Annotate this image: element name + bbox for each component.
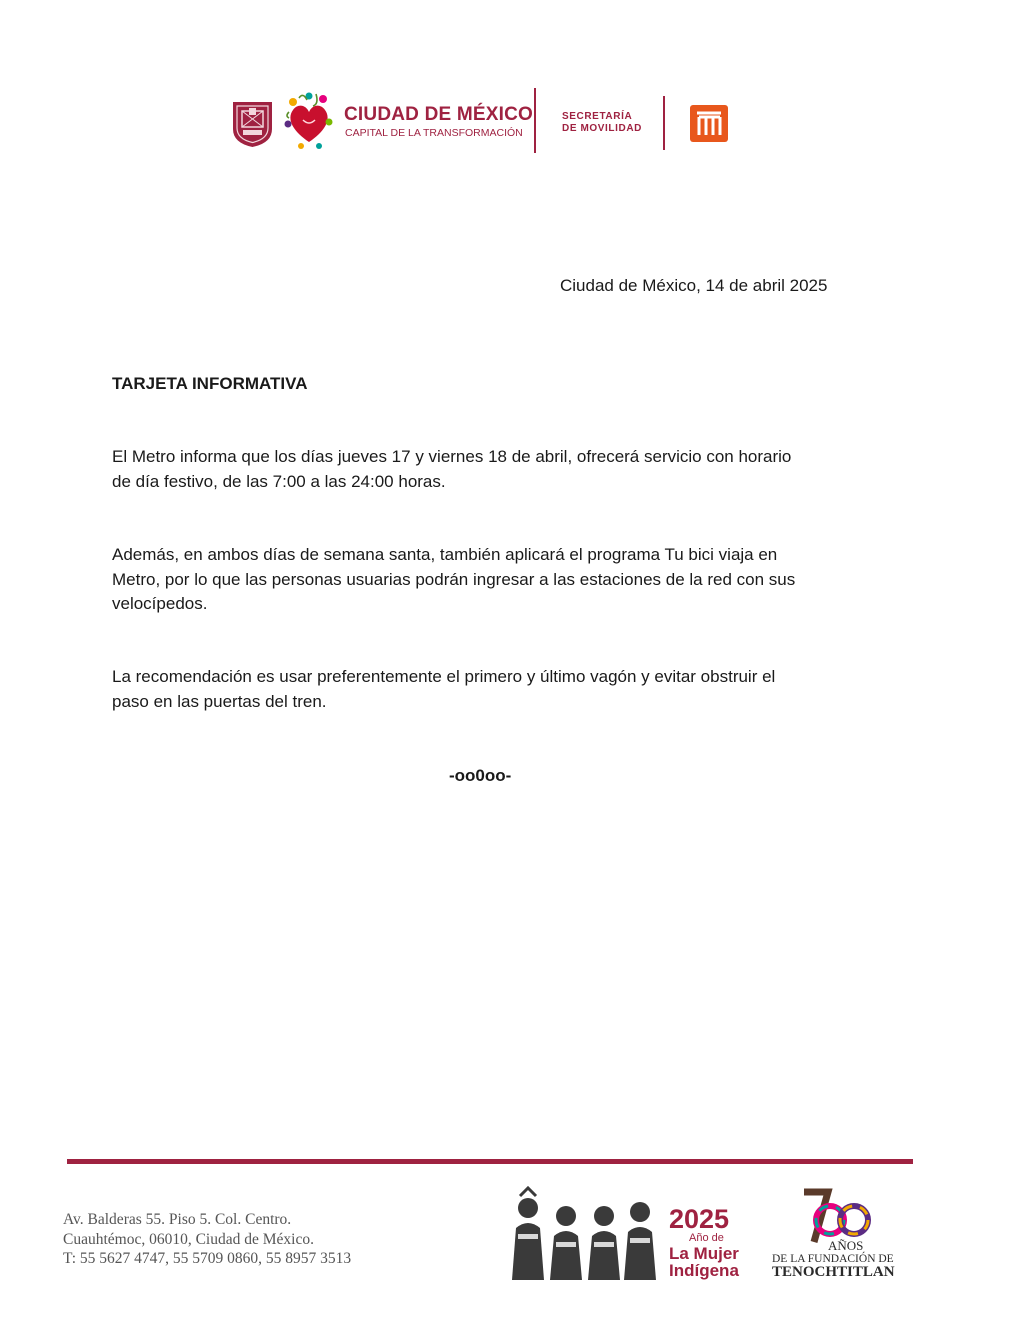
text-line: paso en las puertas del tren. [112,691,327,711]
letter-date: Ciudad de México, 14 de abril 2025 [560,276,828,295]
text-line: velocípedos. [112,594,208,613]
secretaria-line1: SECRETARÍA [562,111,633,122]
year-badge-ano-de: Año de [689,1232,724,1244]
letter-heading: TARJETA INFORMATIVA [112,374,308,393]
footer-divider [67,1159,913,1164]
footer-address [63,1210,351,1269]
text-line: Metro, por lo que las personas usuarias podrán ingresar a las estaciones de la red con sus [112,569,796,589]
text-line: El Metro informa que los días jueves 17 y viernes 18 de abril, ofrecerá servicio con horario [112,447,792,466]
year-badge-line1: La Mujer [669,1244,739,1263]
brand-title: CIUDAD DE MÉXICO [344,104,533,125]
paragraph-recommendation [112,665,775,714]
text-line: La recomendación es usar preferentemente el primero y último vagón y evitar obstruir el [112,667,776,686]
address-line: Cuauhtémoc, 06010, Ciudad de México. [63,1230,314,1248]
coat-of-arms-icon [231,99,274,148]
metro-logo-icon [690,105,728,142]
year-badge-line2: Indígena [669,1261,739,1280]
header-divider [663,96,665,150]
indigenous-women-illustration [506,1186,661,1280]
address-line: Av. Balderas 55. Piso 5. Col. Centro. [63,1211,292,1228]
paragraph-bike-program [112,543,795,617]
header-divider [534,88,536,153]
paragraph-service-hours [112,445,791,494]
anniversary-line2: TENOCHTITLAN [772,1264,895,1280]
text-line: Además, en ambos días de semana santa, también aplicará el programa Tu bici viaja en [112,545,778,564]
text-line: de día festivo, de las 7:00 a las 24:00 horas. [112,471,446,491]
address-line: T: 55 5627 4747, 55 5709 0860, 55 8957 3513 [63,1250,352,1267]
brand-subtitle: CAPITAL DE LA TRANSFORMACIÓN [345,127,523,139]
secretaria-line2: DE MOVILIDAD [562,123,642,134]
closing-mark: -oo0oo- [449,766,512,785]
year-badge-year: 2025 [669,1204,730,1234]
floral-heart-icon [283,90,335,152]
anniversary-anos: AÑOS [828,1238,864,1253]
anniversary-line1: DE LA FUNDACIÓN DE [772,1253,894,1265]
